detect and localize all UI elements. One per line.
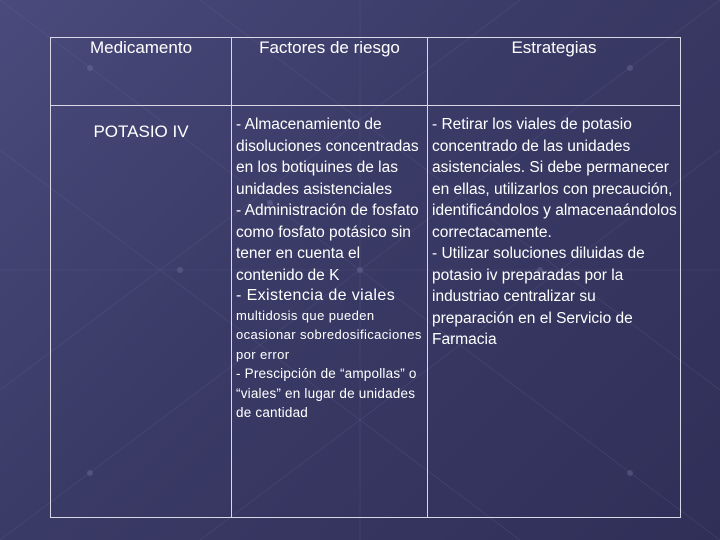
risk-factor-rest: multidosis que pueden ocasionar sobredosificaciones por error bbox=[236, 307, 422, 362]
cell-strategies bbox=[428, 106, 681, 518]
header-strategies: Estrategias bbox=[428, 38, 681, 106]
risk-factor-item: - Administración de fosfato como fosfato potásico sin tener en cuenta el contenido de K bbox=[236, 202, 419, 284]
cell-medication: POTASIO IV bbox=[51, 106, 232, 518]
risk-factor-item: - Almacenamiento de disoluciones concentradas en los botiquines de las unidades asistenciales bbox=[236, 116, 419, 198]
strategy-item: - Utilizar soluciones diluidas de potasio iv preparadas por la industriao centralizar su preparación en el Servicio de Farmacia bbox=[432, 245, 645, 348]
risk-factor-item: - Prescipción de “ampollas” o “viales” en lugar de unidades de cantidad bbox=[236, 366, 417, 420]
risk-factor-lead: - Existencia de viales bbox=[236, 287, 396, 304]
risk-factor-item bbox=[236, 286, 425, 364]
table-row bbox=[51, 106, 681, 518]
medication-risk-table bbox=[50, 37, 681, 518]
header-medication: Medicamento bbox=[51, 38, 232, 106]
table-header-row bbox=[51, 38, 681, 106]
cell-risk-factors bbox=[232, 106, 428, 518]
header-risk-factors: Factores de riesgo bbox=[232, 38, 428, 106]
strategy-item: - Retirar los viales de potasio concentrado de las unidades asistenciales. Si debe permanecer en ellas, utilizarlos con precaución, identificándolos y almacenaándolos correctacamente. bbox=[432, 116, 677, 241]
